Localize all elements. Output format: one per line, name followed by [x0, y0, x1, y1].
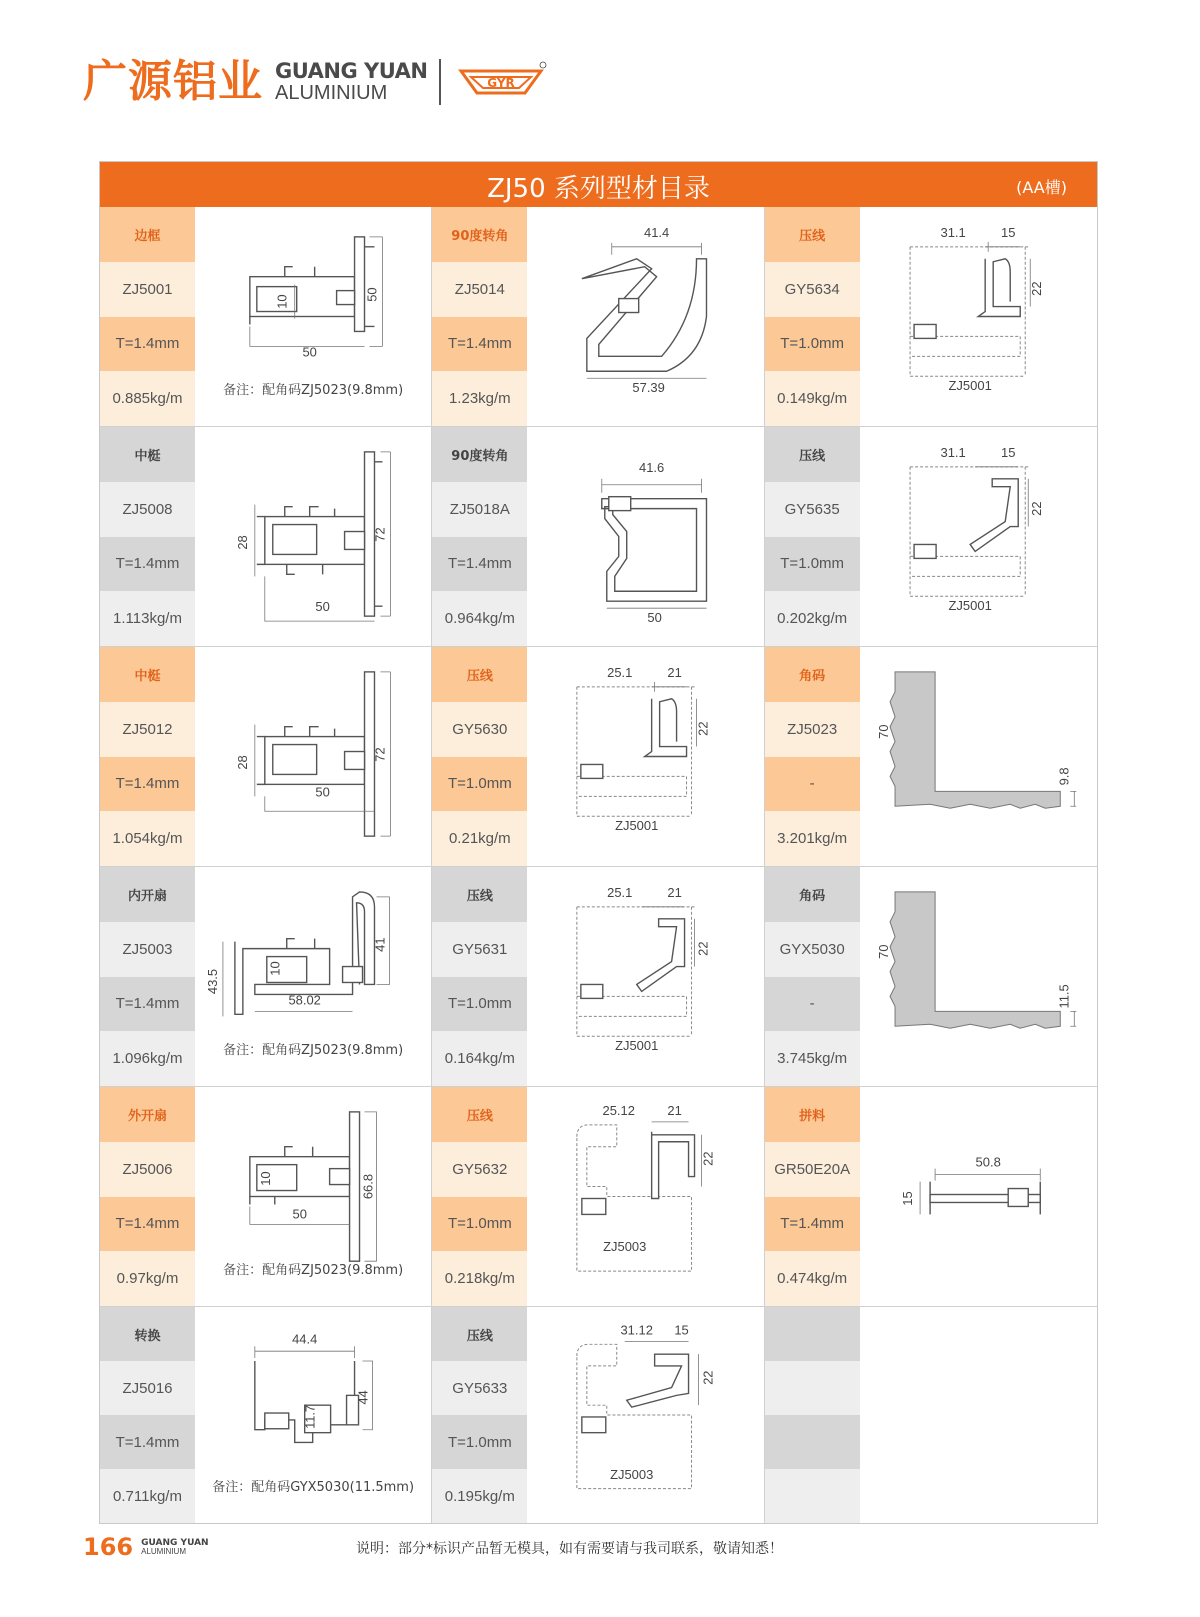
dimension-label: 22: [700, 1151, 716, 1166]
catalog-row: [100, 427, 1097, 647]
product-info: [765, 427, 860, 646]
dimension-label: 41.4: [644, 224, 670, 240]
dimension-label: 44: [355, 1390, 371, 1405]
dimension-label: ZJ5001: [948, 598, 992, 614]
profile-drawing-area: [860, 1087, 1097, 1306]
product-code: ZJ5006: [100, 1142, 195, 1197]
dimension-label: 50: [302, 344, 317, 360]
dimension-label: ZJ5003: [610, 1466, 654, 1482]
product-thickness: T=1.4mm: [100, 977, 195, 1032]
profile-drawing: [527, 427, 763, 646]
dimension-label: 50: [292, 1206, 307, 1222]
product-code: ZJ5016: [100, 1361, 195, 1415]
profile-drawing: [860, 427, 1097, 646]
dimension-label: 50: [647, 610, 663, 626]
product-info: [100, 867, 195, 1086]
product-thickness: T=1.4mm: [100, 757, 195, 812]
profile-drawing: [860, 867, 1097, 1086]
product-category: 90度转角: [432, 427, 527, 482]
profile-drawing-area: [860, 1307, 1097, 1523]
dimension-label: ZJ5003: [603, 1239, 647, 1255]
product-weight: 0.474kg/m: [765, 1251, 860, 1306]
catalog-tag: (AA槽): [1016, 178, 1067, 197]
product-thickness: T=1.0mm: [432, 757, 527, 812]
dimension-label: 57.39: [632, 380, 666, 396]
footer-brand-line1: GUANG YUAN: [141, 1537, 209, 1548]
profile-drawing: [860, 207, 1097, 426]
dimension-label: 28: [234, 535, 250, 550]
profile-drawing-area: [527, 207, 763, 426]
product-info: [432, 427, 527, 646]
product-info: [765, 207, 860, 426]
footer-brand: [141, 1539, 208, 1556]
dimension-label: 11.7: [302, 1405, 318, 1429]
profile-drawing-area: [527, 867, 763, 1086]
product-note: 备注：配角码ZJ5023(9.8mm): [223, 1263, 404, 1278]
product-thickness: T=1.4mm: [100, 1197, 195, 1252]
product-category: 外开扇: [100, 1087, 195, 1142]
product-weight: 0.21kg/m: [432, 811, 527, 866]
brand-name-en: [275, 60, 427, 103]
dimension-label: 21: [667, 1102, 683, 1118]
dimension-label: 10: [267, 961, 283, 976]
footer-note: 说明：部分*标识产品暂无模具，如有需要请与我司联系，敬请知悉！: [356, 1541, 783, 1557]
page-number: 166: [83, 1533, 134, 1561]
product-code: GR50E20A: [765, 1142, 860, 1197]
product-category: 转换: [100, 1307, 195, 1361]
dimension-label: 15: [1000, 224, 1016, 240]
product-info: [100, 647, 195, 866]
product-category: 中梃: [100, 647, 195, 702]
catalog-title-bar: [100, 162, 1097, 207]
dimension-label: 10: [257, 1171, 273, 1186]
product-category: 拼料: [765, 1087, 860, 1142]
product-thickness: T=1.0mm: [765, 537, 860, 592]
profile-drawing-area: [860, 647, 1097, 866]
dimension-label: 43.5: [204, 968, 220, 995]
product-note: 备注：配角码ZJ5023(9.8mm): [223, 383, 404, 398]
profile-drawing-area: [527, 1307, 763, 1523]
product-weight: 0.964kg/m: [432, 591, 527, 646]
product-category: 角码: [765, 647, 860, 702]
page-footer: [83, 1533, 209, 1561]
product-thickness: T=1.4mm: [100, 537, 195, 592]
dimension-label: 22: [700, 1370, 716, 1385]
profile-drawing: [527, 1307, 763, 1523]
product-cell: [432, 647, 764, 866]
product-cell: [765, 427, 1097, 646]
product-info: [100, 1307, 195, 1523]
dimension-label: 15: [899, 1191, 915, 1206]
profile-drawing: [195, 647, 431, 866]
product-category: 压线: [765, 207, 860, 262]
product-thickness: T=1.4mm: [432, 317, 527, 372]
product-category: 压线: [432, 1307, 527, 1361]
brand-header: [83, 56, 547, 108]
product-cell: [765, 1307, 1097, 1523]
product-weight: 0.202kg/m: [765, 591, 860, 646]
product-code: GY5634: [765, 262, 860, 317]
product-info: [765, 1087, 860, 1306]
profile-drawing: [527, 1087, 763, 1306]
product-note: 备注：配角码ZJ5023(9.8mm): [223, 1043, 404, 1058]
product-cell: [765, 647, 1097, 866]
catalog-row: [100, 1307, 1097, 1523]
product-info: [100, 207, 195, 426]
product-info-empty: [765, 1307, 860, 1523]
dimension-label: 31.1: [940, 224, 966, 240]
product-weight: 0.885kg/m: [100, 371, 195, 426]
product-cell: [432, 207, 764, 426]
catalog-row: [100, 647, 1097, 867]
dimension-label: 22: [695, 941, 711, 956]
dimension-label: 41: [372, 937, 388, 952]
product-info: [100, 427, 195, 646]
profile-drawing-area: [860, 427, 1097, 646]
product-code: ZJ5008: [100, 482, 195, 537]
product-info: [432, 207, 527, 426]
profile-drawing-area: [195, 1307, 431, 1523]
product-info: [432, 867, 527, 1086]
profile-drawing-area: [195, 1087, 431, 1306]
dimension-label: 28: [234, 755, 250, 770]
dimension-label: 25.1: [607, 664, 633, 680]
product-cell: [100, 1087, 432, 1306]
product-cell: [100, 647, 432, 866]
product-cell: [432, 867, 764, 1086]
product-weight: 0.149kg/m: [765, 371, 860, 426]
product-thickness: T=1.4mm: [100, 1415, 195, 1469]
dimension-label: 21: [667, 664, 683, 680]
product-cell: [765, 867, 1097, 1086]
product-code: ZJ5018A: [432, 482, 527, 537]
brand-divider: [439, 59, 441, 105]
profile-drawing: [527, 647, 763, 866]
dimension-label: 66.8: [360, 1173, 376, 1200]
product-category: 中梃: [100, 427, 195, 482]
profile-drawing: [195, 427, 431, 646]
product-thickness: T=1.0mm: [765, 317, 860, 372]
dimension-label: 70: [875, 944, 891, 959]
product-cell: [100, 207, 432, 426]
dimension-label: 70: [875, 724, 891, 739]
product-code: GY5635: [765, 482, 860, 537]
profile-drawing: [860, 1087, 1097, 1306]
product-cell: [100, 427, 432, 646]
dimension-label: 72: [372, 527, 388, 542]
product-thickness: T=1.0mm: [432, 977, 527, 1032]
product-code: GY5633: [432, 1361, 527, 1415]
product-cell: [432, 427, 764, 646]
product-cell: [432, 1087, 764, 1306]
dimension-label: 25.1: [607, 884, 633, 900]
dimension-label: 31.12: [620, 1322, 654, 1338]
profile-drawing: [527, 207, 763, 426]
product-cell: [100, 867, 432, 1086]
dimension-label: 22: [695, 721, 711, 736]
dimension-label: 50.8: [975, 1154, 1001, 1170]
product-thickness: T=1.4mm: [765, 1197, 860, 1252]
profile-drawing-area: [195, 427, 431, 646]
catalog-table: [99, 161, 1098, 1524]
profile-drawing-area: [860, 867, 1097, 1086]
product-code: ZJ5012: [100, 702, 195, 757]
dimension-label: 22: [1028, 501, 1044, 516]
product-weight: 0.97kg/m: [100, 1251, 195, 1306]
product-thickness: -: [765, 757, 860, 812]
product-weight: 1.096kg/m: [100, 1031, 195, 1086]
dimension-label: ZJ5001: [615, 1038, 659, 1054]
dimension-label: 31.1: [940, 444, 966, 460]
dimension-label: 15: [674, 1322, 690, 1338]
product-weight: 0.195kg/m: [432, 1469, 527, 1523]
product-weight: 1.054kg/m: [100, 811, 195, 866]
profile-drawing: [860, 647, 1097, 866]
product-info: [765, 867, 860, 1086]
product-code: ZJ5003: [100, 922, 195, 977]
product-cell: [100, 1307, 432, 1523]
profile-drawing-area: [195, 647, 431, 866]
dimension-label: 22: [1028, 281, 1044, 296]
profile-drawing-area: [527, 427, 763, 646]
product-category: 边框: [100, 207, 195, 262]
product-weight: 0.164kg/m: [432, 1031, 527, 1086]
product-weight: 0.711kg/m: [100, 1469, 195, 1523]
product-cell: [765, 1087, 1097, 1306]
product-code: GY5630: [432, 702, 527, 757]
brand-logo-icon: [455, 59, 547, 105]
product-info: [432, 1307, 527, 1523]
catalog-row: [100, 867, 1097, 1087]
profile-drawing-area: [527, 1087, 763, 1306]
product-weight: 0.218kg/m: [432, 1251, 527, 1306]
product-category: 压线: [432, 1087, 527, 1142]
product-category: 压线: [765, 427, 860, 482]
product-weight: 3.745kg/m: [765, 1031, 860, 1086]
dimension-label: ZJ5001: [615, 818, 659, 834]
product-category: 90度转角: [432, 207, 527, 262]
product-info: [765, 647, 860, 866]
catalog-title: ZJ50 系列型材目录: [487, 174, 710, 204]
product-weight: 1.23kg/m: [432, 371, 527, 426]
brand-en-line1: GUANG YUAN: [275, 59, 428, 84]
product-thickness: T=1.0mm: [432, 1197, 527, 1252]
product-category: 压线: [432, 867, 527, 922]
brand-name-cn: 广源铝业: [83, 56, 263, 107]
profile-drawing-area: [195, 867, 431, 1086]
product-category: 内开扇: [100, 867, 195, 922]
product-code: GY5632: [432, 1142, 527, 1197]
dimension-label: 25.12: [602, 1102, 636, 1118]
dimension-label: 50: [315, 599, 330, 615]
product-code: ZJ5001: [100, 262, 195, 317]
product-cell: [765, 207, 1097, 426]
product-code: GY5631: [432, 922, 527, 977]
product-thickness: -: [765, 977, 860, 1032]
dimension-label: 58.02: [288, 992, 321, 1008]
product-code: GYX5030: [765, 922, 860, 977]
dimension-label: 50: [315, 784, 330, 800]
profile-drawing: [527, 867, 763, 1086]
brand-en-line2: ALUMINIUM: [275, 81, 388, 104]
product-category: 角码: [765, 867, 860, 922]
dimension-label: 21: [667, 884, 683, 900]
dimension-label: 41.6: [639, 459, 665, 475]
product-info: [432, 1087, 527, 1306]
product-info: [432, 647, 527, 866]
dimension-label: 11.5: [1055, 984, 1071, 1009]
profile-drawing-area: [527, 647, 763, 866]
product-cell: [432, 1307, 764, 1523]
product-thickness: T=1.0mm: [432, 1415, 527, 1469]
catalog-row: [100, 207, 1097, 427]
footer-brand-line2: ALUMINIUM: [141, 1546, 186, 1556]
product-weight: 1.113kg/m: [100, 591, 195, 646]
dimension-label: 50: [364, 287, 380, 302]
product-category: 压线: [432, 647, 527, 702]
product-thickness: T=1.4mm: [100, 317, 195, 372]
catalog-row: [100, 1087, 1097, 1307]
profile-drawing-area: [195, 207, 431, 426]
product-note: 备注：配角码GYX5030(11.5mm): [212, 1480, 415, 1495]
brand-logo-text: GYR: [487, 76, 516, 90]
product-weight: 3.201kg/m: [765, 811, 860, 866]
product-info: [100, 1087, 195, 1306]
dimension-label: 72: [372, 747, 388, 762]
dimension-label: 9.8: [1055, 767, 1071, 786]
dimension-label: ZJ5001: [948, 378, 992, 394]
product-code: ZJ5014: [432, 262, 527, 317]
profile-drawing-area: [860, 207, 1097, 426]
catalog-grid: [100, 207, 1097, 1523]
product-thickness: T=1.4mm: [432, 537, 527, 592]
dimension-label: 44.4: [292, 1331, 318, 1347]
product-code: ZJ5023: [765, 702, 860, 757]
dimension-label: 15: [1000, 444, 1016, 460]
dimension-label: 10: [274, 294, 290, 309]
